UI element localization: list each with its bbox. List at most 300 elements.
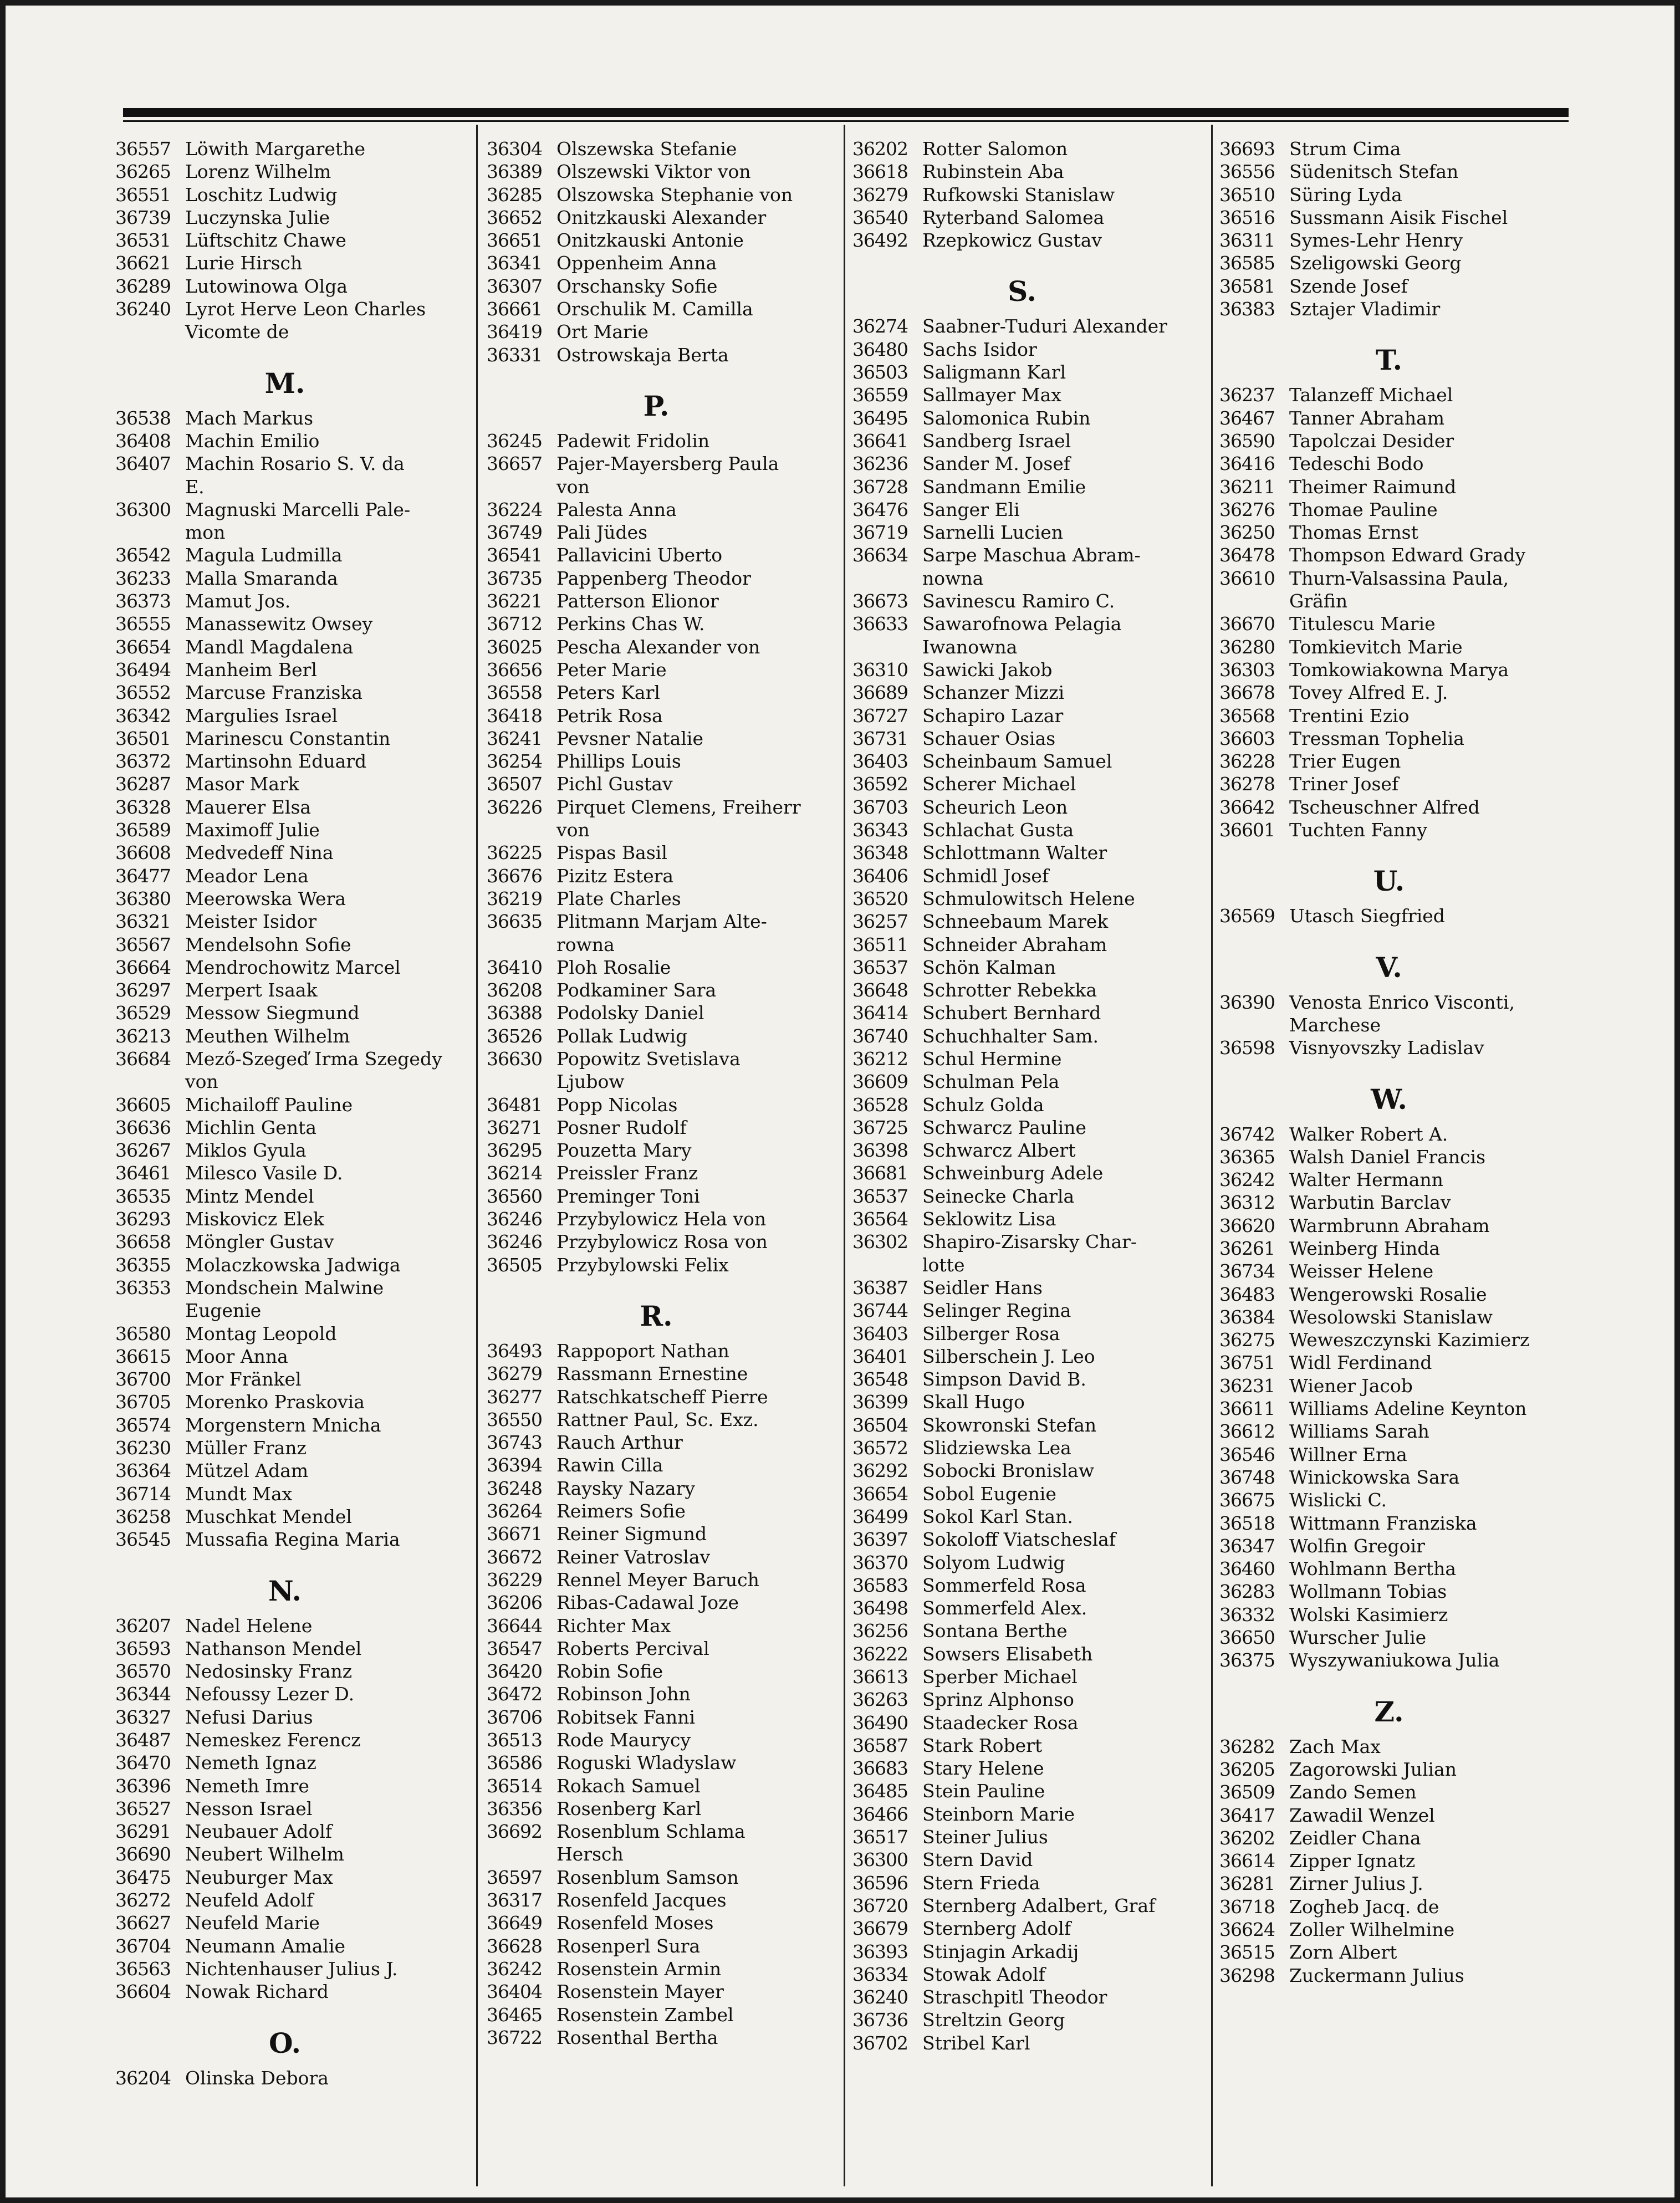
entry-name: Palesta Anna	[556, 498, 677, 520]
letter-section	[852, 137, 1192, 252]
list-item	[487, 1386, 826, 1408]
entry-number: 36551	[115, 183, 171, 206]
entry-number: 36291	[115, 1821, 171, 1843]
entry-name: Onitzkauski Antonie	[556, 229, 744, 252]
list-item	[852, 315, 1192, 338]
letter-section	[487, 366, 826, 1276]
entry-name: Zuckermann Julius	[1289, 1964, 1464, 1986]
entry-name: Neubert Wilhelm	[185, 1843, 344, 1865]
entry-number: 36300	[852, 1849, 908, 1871]
entry-number: 36563	[115, 1957, 171, 1980]
entry-name: Schulz Golda	[922, 1093, 1044, 1116]
entry-number: 36240	[852, 1986, 908, 2008]
entry-number: 36672	[487, 1546, 542, 1568]
list-item	[115, 1459, 455, 1482]
section-heading: R.	[640, 1299, 673, 1332]
list-item	[1219, 704, 1559, 727]
entry-number: 36344	[115, 1683, 171, 1705]
entry-name: Popp Nicolas	[556, 1093, 678, 1116]
list-item	[852, 1414, 1192, 1437]
entry-name: Tomkowiakowna Marya	[1289, 658, 1509, 681]
entry-name: Zach Max	[1289, 1735, 1381, 1757]
list-item	[487, 1683, 826, 1705]
list-item	[852, 1208, 1192, 1230]
entry-name: Wyszywaniukowa Julia	[1289, 1649, 1500, 1672]
entry-name: Plate Charles	[556, 887, 681, 909]
list-item	[115, 252, 455, 274]
list-item	[487, 1706, 826, 1729]
entry-name: Magula Ludmilla	[185, 544, 343, 566]
entry-number: 36555	[115, 613, 171, 635]
entry-number: 36242	[487, 1957, 542, 1980]
letter-section	[1219, 137, 1559, 320]
entry-name: Sanger Eli	[922, 498, 1020, 520]
list-item	[1219, 1328, 1559, 1351]
entry-number: 36690	[115, 1843, 171, 1865]
entry-number: 36481	[487, 1093, 542, 1116]
list-item	[852, 1963, 1192, 1986]
entry-number: 36280	[1219, 636, 1275, 658]
entry-name: Utasch Siegfried	[1289, 905, 1445, 927]
entry-number: 36283	[1219, 1581, 1275, 1603]
entry-name: Tedeschi Bodo	[1289, 453, 1424, 475]
entry-continuation: nowna	[922, 567, 984, 589]
list-item	[1219, 1146, 1559, 1168]
list-item	[852, 773, 1192, 795]
list-item	[487, 1116, 826, 1139]
entry-number: 36540	[852, 206, 908, 228]
entry-name: Sobocki Bronislaw	[922, 1460, 1095, 1482]
list-item	[852, 1070, 1192, 1093]
list-item	[852, 1230, 1192, 1253]
entry-name: Nefoussy Lezer D.	[185, 1683, 355, 1705]
entry-number: 36722	[487, 2026, 542, 2048]
entry-number: 36365	[1219, 1146, 1275, 1168]
entry-name: Szende Josef	[1289, 275, 1408, 297]
entry-name: Rosenfeld Jacques	[556, 1889, 727, 1911]
entry-name: Rawin Cilla	[556, 1454, 663, 1476]
list-item	[487, 1093, 826, 1116]
entry-number: 36490	[852, 1711, 908, 1734]
list-item	[487, 1408, 826, 1431]
entry-name: Sokol Karl Stan.	[922, 1505, 1073, 1527]
entry-name: Rokach Samuel	[556, 1775, 701, 1797]
entry-name: Staadecker Rosa	[922, 1711, 1079, 1734]
entry-name: Rzepkowicz Gustav	[922, 229, 1102, 252]
entry-name: Pallavicini Uberto	[556, 544, 723, 566]
list-item	[1219, 1306, 1559, 1328]
list-item	[115, 1775, 455, 1797]
entry-number: 36556	[1219, 161, 1275, 183]
list-item	[852, 452, 1192, 475]
entry-name: Nowak Richard	[185, 1981, 329, 2003]
list-item	[115, 1935, 455, 1957]
list-item	[1219, 544, 1559, 566]
entry-number: 36628	[487, 1935, 542, 1957]
entry-number: 36583	[852, 1574, 908, 1596]
entry-number: 36537	[852, 1185, 908, 1207]
letter-section	[487, 137, 826, 366]
entry-name: Richter Max	[556, 1614, 671, 1637]
entry-name: Stowak Adolf	[922, 1963, 1045, 1985]
entry-name: Thomas Ernst	[1289, 522, 1418, 544]
list-item	[852, 2008, 1192, 2031]
entry-name: Podolsky Daniel	[556, 1002, 704, 1024]
entry-name: Mendelsohn Sofie	[185, 933, 351, 955]
list-item	[1219, 1512, 1559, 1535]
entry-number: 36221	[487, 590, 542, 612]
entry-name: Neufeld Marie	[185, 1912, 320, 1934]
entry-number: 36635	[487, 911, 542, 933]
list-item	[852, 1299, 1192, 1322]
entry-number: 36608	[115, 842, 171, 864]
entry-name: Rosenstein Zambel	[556, 2003, 734, 2026]
list-item	[852, 1528, 1192, 1551]
list-item	[115, 1185, 455, 1208]
entry-name: Meador Lena	[185, 865, 309, 887]
list-item	[1219, 1941, 1559, 1964]
entry-name: Rotter Salomon	[922, 138, 1068, 160]
list-item	[487, 1522, 826, 1545]
entry-name: Robitsek Fanni	[556, 1706, 695, 1728]
entry-name: Przybylowicz Hela von	[556, 1208, 767, 1230]
entry-name: Pirquet Clemens, Freiherr	[556, 796, 801, 818]
entry-number: 36282	[1219, 1735, 1275, 1757]
list-item	[115, 1751, 455, 1774]
list-item	[487, 1637, 826, 1660]
entry-name: Merpert Isaak	[185, 979, 318, 1001]
list-item	[487, 206, 826, 229]
entry-name: Tanner Abraham	[1289, 407, 1445, 429]
entry-number: 36589	[115, 819, 171, 841]
entry-name: Ostrowskaja Berta	[556, 344, 729, 366]
entry-name: Widl Ferdinand	[1289, 1352, 1432, 1374]
entry-name: Williams Sarah	[1289, 1420, 1429, 1443]
column-2	[487, 137, 826, 2049]
entry-name: Posner Rudolf	[556, 1116, 687, 1138]
entry-number: 36407	[115, 453, 171, 475]
list-item	[852, 544, 1192, 566]
entry-number: 36499	[852, 1505, 908, 1527]
entry-number: 36651	[487, 229, 542, 252]
list-item	[115, 1414, 455, 1437]
letter-section	[1219, 928, 1559, 1060]
list-item	[1219, 1123, 1559, 1146]
entry-number: 36586	[487, 1752, 542, 1774]
entry-number: 36744	[852, 1300, 908, 1322]
entry-name: Masor Mark	[185, 773, 299, 795]
entry-number: 36564	[852, 1208, 908, 1230]
entry-number: 36390	[1219, 991, 1275, 1013]
list-item	[115, 727, 455, 750]
list-item	[852, 2032, 1192, 2054]
entry-name: Thompson Edward Grady	[1289, 544, 1526, 566]
list-item	[487, 1162, 826, 1184]
list-item	[852, 1597, 1192, 1619]
entry-number: 36264	[487, 1500, 542, 1522]
list-item	[487, 1454, 826, 1476]
entry-name: Rosenperl Sura	[556, 1935, 701, 1957]
entry-name: Neuburger Max	[185, 1866, 333, 1888]
list-item	[852, 704, 1192, 727]
entry-number: 36727	[852, 704, 908, 727]
entry-name: Schauer Osias	[922, 727, 1056, 749]
entry-number: 36547	[487, 1637, 542, 1659]
entry-name: Tomkievitch Marie	[1289, 636, 1463, 658]
list-item	[1219, 681, 1559, 704]
entry-name: Schrotter Rebekka	[922, 979, 1097, 1001]
entry-name: Pajer-Mayersberg Paula	[556, 453, 779, 475]
entry-name: Seklowitz Lisa	[922, 1208, 1056, 1230]
entry-number: 36202	[852, 138, 908, 160]
top-rule-thin	[123, 120, 1569, 122]
entry-name: Raysky Nazary	[556, 1477, 696, 1499]
entry-number: 36384	[1219, 1306, 1275, 1328]
entry-number: 36404	[487, 1981, 542, 2003]
entry-number: 36229	[487, 1568, 542, 1591]
entry-name: Wiener Jacob	[1289, 1374, 1413, 1397]
entry-name: Morgenstern Mnicha	[185, 1414, 381, 1436]
entry-name: Schmidl Josef	[922, 865, 1049, 887]
entry-number: 36545	[115, 1529, 171, 1551]
entry-name: Silberschein J. Leo	[922, 1345, 1095, 1367]
entry-number: 36245	[487, 430, 542, 452]
entry-name: Meister Isidor	[185, 911, 317, 933]
entry-number: 36621	[115, 252, 171, 274]
entry-name: Stary Helene	[922, 1757, 1044, 1780]
entry-number: 36513	[487, 1729, 542, 1751]
list-item	[852, 1368, 1192, 1391]
entry-name: Orschulik M. Camilla	[556, 298, 753, 320]
entry-name: Przybylowicz Rosa von	[556, 1231, 768, 1253]
list-item	[487, 704, 826, 727]
entry-number: 36321	[115, 911, 171, 933]
list-item	[1219, 1374, 1559, 1397]
list-item	[1219, 1964, 1559, 1987]
entry-number: 36420	[487, 1660, 542, 1683]
list-item	[487, 275, 826, 298]
list-item	[1219, 819, 1559, 841]
list-item	[487, 498, 826, 521]
entry-name: Rosenfeld Moses	[556, 1912, 714, 1934]
list-item	[487, 681, 826, 704]
list-item	[1219, 521, 1559, 544]
letter-section	[1219, 841, 1559, 927]
entry-number: 36487	[115, 1729, 171, 1751]
entry-number: 36025	[487, 636, 542, 658]
list-item	[115, 1368, 455, 1391]
entry-name: Peters Karl	[556, 682, 660, 704]
entry-continuation: Iwanowna	[922, 636, 1018, 658]
entry-number: 36705	[115, 1391, 171, 1413]
entry-number: 36748	[1219, 1466, 1275, 1488]
entry-number: 36398	[852, 1139, 908, 1162]
entry-number: 36537	[852, 956, 908, 978]
entry-name: Luczynska Julie	[185, 206, 330, 228]
list-item	[487, 1362, 826, 1385]
list-item	[487, 796, 826, 819]
entry-continuation: rowna	[556, 933, 615, 955]
entry-name: Petrik Rosa	[556, 704, 663, 727]
list-item	[115, 750, 455, 773]
entry-number: 36410	[487, 956, 542, 978]
entry-number: 36233	[115, 567, 171, 589]
entry-number: 36334	[852, 1963, 908, 1985]
entry-name: Theimer Raimund	[1289, 476, 1457, 498]
entry-number: 36718	[1219, 1895, 1275, 1918]
entry-name: Weisser Helene	[1289, 1260, 1434, 1282]
list-item	[487, 727, 826, 750]
section-heading: O.	[268, 2026, 302, 2059]
entry-number: 36706	[487, 1706, 542, 1728]
entry-number: 36518	[1219, 1512, 1275, 1534]
entry-number: 36416	[1219, 453, 1275, 475]
entry-number: 36246	[487, 1208, 542, 1230]
list-item	[115, 1116, 455, 1139]
entry-number: 36240	[115, 298, 171, 320]
list-item	[1219, 229, 1559, 252]
entry-number: 36501	[115, 727, 171, 749]
entry-number: 36373	[115, 590, 171, 612]
entry-number: 36225	[487, 842, 542, 864]
entry-name: Sussmann Aisik Fischel	[1289, 206, 1508, 228]
entry-number: 36279	[852, 183, 908, 206]
entry-name: Nesson Israel	[185, 1797, 313, 1819]
entry-number: 36478	[1219, 544, 1275, 566]
entry-number: 36492	[852, 229, 908, 252]
entry-name: Preissler Franz	[556, 1162, 698, 1184]
entry-name: Lyrot Herve Leon Charles	[185, 298, 426, 320]
entry-number: 36601	[1219, 819, 1275, 841]
list-item	[115, 1162, 455, 1184]
list-item	[115, 1797, 455, 1820]
entry-name: Meuthen Wilhelm	[185, 1025, 350, 1047]
entry-number: 36476	[852, 498, 908, 520]
entry-number: 36461	[115, 1162, 171, 1184]
entry-name: Slidziewska Lea	[922, 1437, 1071, 1459]
list-item	[115, 887, 455, 910]
entry-number: 36610	[1219, 567, 1275, 589]
entry-name: Müller Franz	[185, 1437, 307, 1459]
list-item	[852, 590, 1192, 612]
entry-number: 36393	[852, 1940, 908, 1962]
entry-name: Visnyovszky Ladislav	[1289, 1037, 1484, 1059]
entry-number: 36328	[115, 796, 171, 818]
entry-name: Stern Frieda	[922, 1872, 1040, 1894]
list-item	[852, 1872, 1192, 1894]
entry-number: 36494	[115, 658, 171, 681]
entry-name: Muschkat Mendel	[185, 1505, 352, 1527]
list-item	[487, 773, 826, 795]
entry-name: Lutowinowa Olga	[185, 275, 348, 297]
entry-number: 36624	[1219, 1919, 1275, 1940]
list-item	[1219, 991, 1559, 1014]
list-item	[115, 1889, 455, 1911]
list-item	[487, 344, 826, 366]
list-item	[852, 1848, 1192, 1871]
entry-name: Pouzetta Mary	[556, 1139, 692, 1162]
entry-number: 36332	[1219, 1603, 1275, 1626]
list-item	[115, 1637, 455, 1660]
list-item	[487, 1660, 826, 1683]
list-item	[852, 1437, 1192, 1459]
entry-number: 36483	[1219, 1283, 1275, 1305]
entry-number: 36503	[852, 361, 908, 384]
entry-name: Przybylowski Felix	[556, 1254, 729, 1276]
list-item	[852, 1345, 1192, 1368]
list-item	[852, 1734, 1192, 1757]
entry-number: 36348	[852, 842, 908, 864]
entry-name: Peter Marie	[556, 658, 667, 681]
entry-number: 36671	[487, 1523, 542, 1545]
entry-name: Schanzer Mizzi	[922, 682, 1065, 704]
list-item	[115, 1866, 455, 1889]
entry-number: 36615	[115, 1345, 171, 1367]
entry-number: 36307	[487, 275, 542, 297]
list-item	[852, 229, 1192, 252]
list-item	[487, 1340, 826, 1362]
entry-number: 36692	[487, 1821, 542, 1843]
entry-name: Pizitz Estera	[556, 865, 674, 887]
entry-number: 36681	[852, 1162, 908, 1184]
entry-number: 36372	[115, 750, 171, 773]
list-item	[115, 1505, 455, 1528]
entry-number: 36609	[852, 1071, 908, 1093]
list-item	[852, 933, 1192, 956]
list-item	[852, 1757, 1192, 1780]
entry-number: 36256	[852, 1620, 908, 1642]
entry-name: Schulman Pela	[922, 1071, 1060, 1093]
list-item	[115, 1001, 455, 1024]
list-item	[852, 1711, 1192, 1734]
list-item	[115, 1093, 455, 1116]
entry-number: 36263	[852, 1689, 908, 1711]
list-item	[852, 521, 1192, 544]
section-heading: U.	[1373, 865, 1405, 898]
list-item	[1219, 1283, 1559, 1306]
entry-number: 36507	[487, 773, 542, 795]
list-item	[1219, 137, 1559, 160]
entry-name: Zagorowski Julian	[1289, 1758, 1457, 1780]
list-item	[852, 1574, 1192, 1597]
list-item	[487, 1208, 826, 1230]
entry-number: 36311	[1219, 229, 1275, 252]
entry-name: Marcuse Franziska	[185, 682, 363, 704]
list-item	[115, 1614, 455, 1637]
entry-number: 36250	[1219, 522, 1275, 544]
entry-name: Maximoff Julie	[185, 819, 320, 841]
entry-name: Selinger Regina	[922, 1300, 1071, 1322]
entry-name: Simpson David B.	[922, 1368, 1086, 1391]
list-item	[852, 1688, 1192, 1711]
entry-number: 36618	[852, 161, 908, 183]
entry-number: 36408	[115, 430, 171, 452]
list-item	[1219, 773, 1559, 795]
entry-number: 36267	[115, 1139, 171, 1162]
list-item	[1219, 1626, 1559, 1649]
entry-number: 36211	[1219, 476, 1275, 498]
letter-section	[1219, 320, 1559, 841]
entry-number: 36559	[852, 384, 908, 406]
entry-name: Ribas-Cadawal Joze	[556, 1592, 739, 1614]
entry-continuation: lotte	[922, 1254, 965, 1276]
entry-name: Nemeth Imre	[185, 1775, 309, 1797]
list-item	[1219, 1758, 1559, 1781]
entry-number: 36241	[487, 727, 542, 749]
entry-name: Rosenstein Armin	[556, 1957, 722, 1980]
list-item	[1219, 1489, 1559, 1511]
section-heading: V.	[1376, 950, 1402, 984]
